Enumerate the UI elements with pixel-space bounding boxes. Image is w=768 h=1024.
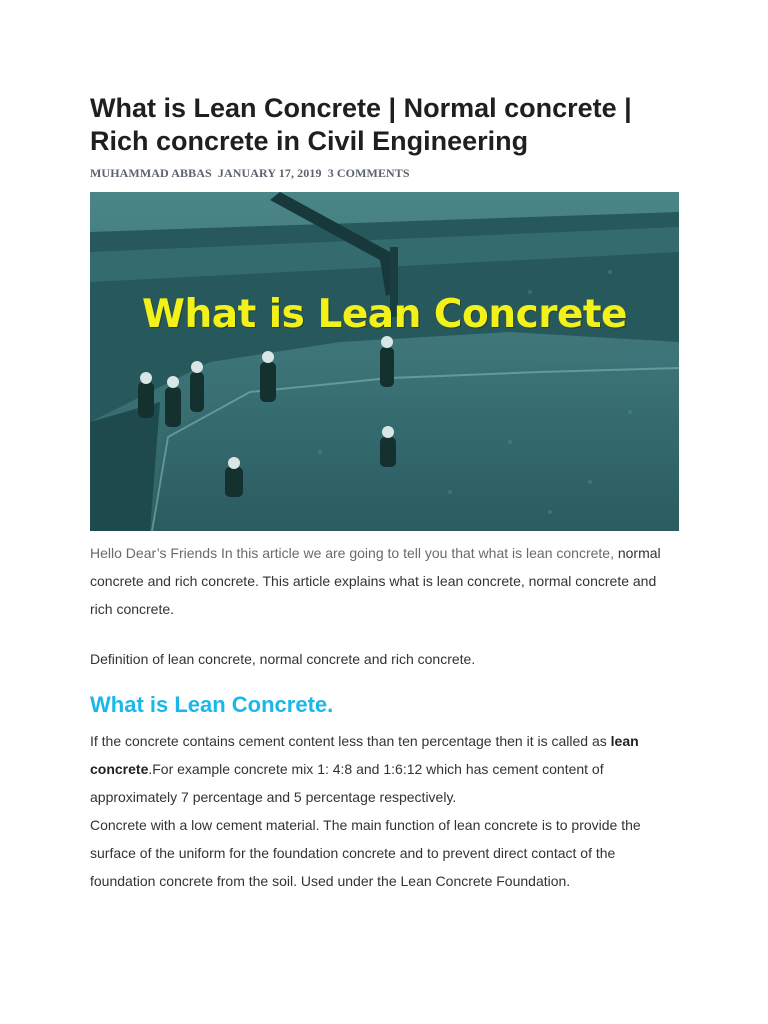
author-link[interactable]: MUHAMMAD ABBAS bbox=[90, 166, 212, 180]
definition-line: Definition of lean concrete, normal concrete and rich concrete. bbox=[90, 651, 476, 667]
intro-lead: Hello Dear’s Friends In this article we are going to tell you that what is lean concrete, bbox=[90, 545, 614, 561]
hero-image bbox=[90, 192, 679, 531]
intro-rest: normal concrete and rich concrete. This article explains what is lean concrete, normal concrete and rich concrete. bbox=[90, 545, 661, 617]
section-heading: What is Lean Concrete. bbox=[90, 692, 334, 717]
comments-link[interactable]: 3 COMMENTS bbox=[327, 166, 410, 180]
p1-text-after: .For example concrete mix 1: 4:8 and 1:6:12 which has cement content of approximately 7 percentage and 5 percentage respectively. bbox=[90, 761, 604, 805]
section-paragraph-2: Concrete with a low cement material. The main function of lean concrete is to provide the surface of the uniform for the foundation concrete and to prevent direct contact of the foundation concrete from the soil. Used under the Lean Concrete Foundation. bbox=[90, 817, 641, 889]
article-meta bbox=[90, 166, 680, 181]
article-title: What is Lean Concrete | Normal concrete | Rich concrete in Civil Engineering bbox=[90, 93, 632, 156]
section-body bbox=[90, 727, 670, 895]
intro-paragraph bbox=[90, 539, 670, 623]
section-paragraph-1 bbox=[90, 727, 670, 811]
hero-caption: What is Lean Concrete bbox=[141, 292, 628, 337]
lean-concrete-term: lean concrete bbox=[90, 733, 639, 777]
p1-text-before: If the concrete contains cement content less than ten percentage then it is called as bbox=[90, 733, 611, 749]
post-date[interactable]: JANUARY 17, 2019 bbox=[217, 166, 322, 180]
construction-site-illustration bbox=[90, 192, 679, 531]
